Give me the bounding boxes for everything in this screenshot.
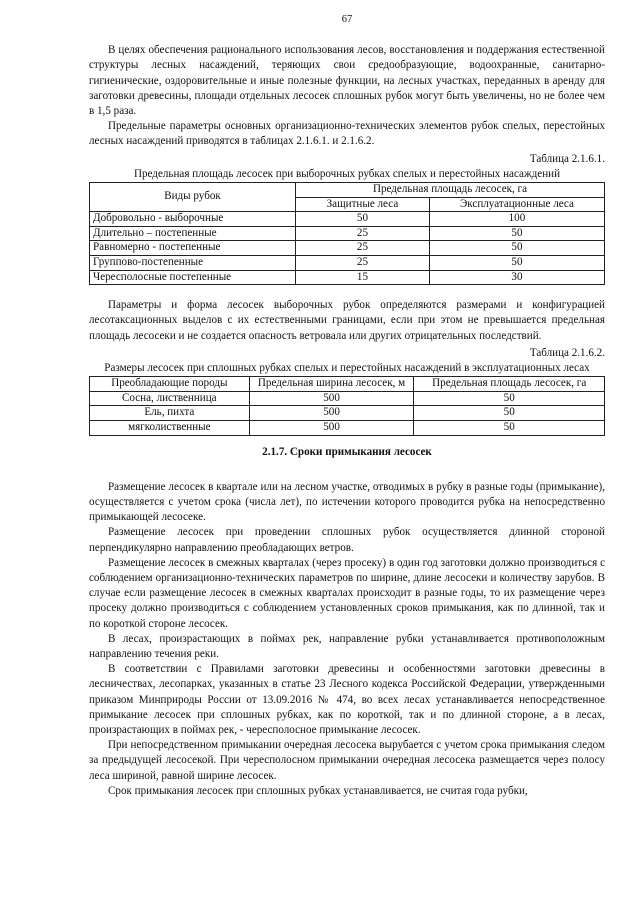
document-page [89, 12, 605, 799]
middle-paragraph: Параметры и форма лесосек выборочных рубок определяются размерами и конфигурацией лесотаксационных выделов с их естественными границами, если при этом не превышается предельная площадь лесосеки и не создается опасность ветровала или других отрицательных последствий. [89, 299, 605, 342]
table2-title: Размеры лесосек при сплошных рубках спелых и перестойных насаждений в эксплуатационных лесах [104, 362, 590, 374]
cell-exploitation: 50 [429, 256, 604, 271]
cell-kind: Чересполосные постепенные [90, 270, 296, 285]
intro-paragraph-1: В целях обеспечения рационального использования лесов, восстановления и поддержания естественной структуры лесных насаждений, теряющих свои средообразующие, водоохранные, санитарно-гигиенические, оздоровительные и иные полезные функции, на лесных участках, переданных в аренду для заготовки древесины, площади отдельных лесосек сплошных рубок могут быть увеличены, но не более чем в 1,5 раза. [89, 44, 605, 118]
cell-species: Ель, пихта [90, 406, 250, 421]
header-area: Предельная площадь лесосек, га [414, 377, 605, 392]
section-paragraph-3: Размещение лесосек в смежных кварталах (через просеку) в один год заготовки должно производиться с соблюдением организационно-технических параметров по ширине, длине лесосеки и количеству зарубов. В случае если размещение лесосек в смежных кварталах происходит в разные годы, то их размещение через просеку должно производиться с соблюдением установленных сроков примыкания, как по длинной, так и по короткой стороне лесосек. [89, 556, 605, 630]
header-kind: Виды рубок [90, 183, 296, 212]
cell-width: 500 [249, 391, 414, 406]
cell-kind: Добровольно - выборочные [90, 212, 296, 227]
table-header-row [90, 377, 605, 392]
section-paragraph-5: В соответствии с Правилами заготовки древесины и особенностями заготовки древесины в лесничествах, лесопарках, указанных в статье 23 Лесного кодекса Российской Федерации, утвержденными приказом Минприроды России от 13.09.2016 № 474, во всех лесах устанавливается непосредственное примыкание лесосек при сплошных рубках, как по короткой, так и по длинной стороне, а в лесах, произрастающих в поймах рек, - чересполосное примыкание лесосек. [89, 663, 605, 737]
table-row [90, 391, 605, 406]
cell-area: 50 [414, 391, 605, 406]
table1-label: Таблица 2.1.6.1. [529, 152, 605, 165]
cell-protective: 25 [296, 226, 430, 241]
cell-kind: Равномерно - постепенные [90, 241, 296, 256]
section-paragraph-4: В лесах, произрастающих в поймах рек, направление рубки устанавливается противоположным направлению течения реки. [89, 632, 605, 661]
table-row [90, 212, 605, 227]
cell-area: 50 [414, 406, 605, 421]
cell-protective: 15 [296, 270, 430, 285]
cell-area: 50 [414, 420, 605, 435]
table-cut-area-selective [89, 182, 605, 285]
header-width: Предельная ширина лесосек, м [249, 377, 414, 392]
section-paragraph-7: Срок примыкания лесосек при сплошных рубках устанавливается, не считая года рубки, [108, 784, 528, 797]
cell-exploitation: 100 [429, 212, 604, 227]
table-row [90, 226, 605, 241]
cell-width: 500 [249, 406, 414, 421]
cell-exploitation: 50 [429, 226, 604, 241]
section-title: 2.1.7. Сроки примыкания лесосек [262, 445, 432, 458]
table-header-row [90, 183, 605, 198]
cell-species: мягколиственные [90, 420, 250, 435]
table-row [90, 270, 605, 285]
cell-kind: Группово-постепенные [90, 256, 296, 271]
cell-protective: 25 [296, 241, 430, 256]
cell-species: Сосна, лиственница [90, 391, 250, 406]
section-paragraph-6: При непосредственном примыкании очередная лесосека вырубается с учетом срока примыкания следом за предыдущей лесосекой. При чересполосном примыкании очередная лесосека размещается через полосу леса шириной, равной ширине лесосек. [89, 739, 605, 782]
intro-paragraph-2: Предельные параметры основных организационно-технических элементов рубок спелых, перестойных лесных насаждений приводятся в таблицах 2.1.6.1. и 2.1.6.2. [89, 120, 605, 148]
header-exploitation: Эксплуатационные леса [429, 197, 604, 212]
header-protective: Защитные леса [296, 197, 430, 212]
cell-exploitation: 30 [429, 270, 604, 285]
table-row [90, 420, 605, 435]
header-species: Преобладающие породы [90, 377, 250, 392]
table-row [90, 406, 605, 421]
table-row [90, 256, 605, 271]
cell-width: 500 [249, 420, 414, 435]
section-paragraph-1: Размещение лесосек в квартале или на лесном участке, отводимых в рубку в разные годы (примыкание), осуществляется с учетом срока (числа лет), по истечении которого проводится рубка на непосредственно примыкающей лесосеке. [89, 480, 605, 524]
cell-kind: Длительно – постепенные [90, 226, 296, 241]
cell-exploitation: 50 [429, 241, 604, 256]
table2-label: Таблица 2.1.6.2. [529, 346, 605, 359]
table-row [90, 241, 605, 256]
cell-protective: 25 [296, 256, 430, 271]
page-number: 67 [341, 14, 353, 25]
section-paragraph-2: Размещение лесосек при проведении сплошных рубок осуществляется длинной стороной перпендикулярно направлению преобладающих ветров. [89, 526, 605, 554]
table-cut-size-clear [89, 376, 605, 435]
header-area-group: Предельная площадь лесосек, га [296, 183, 605, 198]
table1-title: Предельная площадь лесосек при выборочных рубках спелых и перестойных насаждений [133, 167, 561, 180]
cell-protective: 50 [296, 212, 430, 227]
